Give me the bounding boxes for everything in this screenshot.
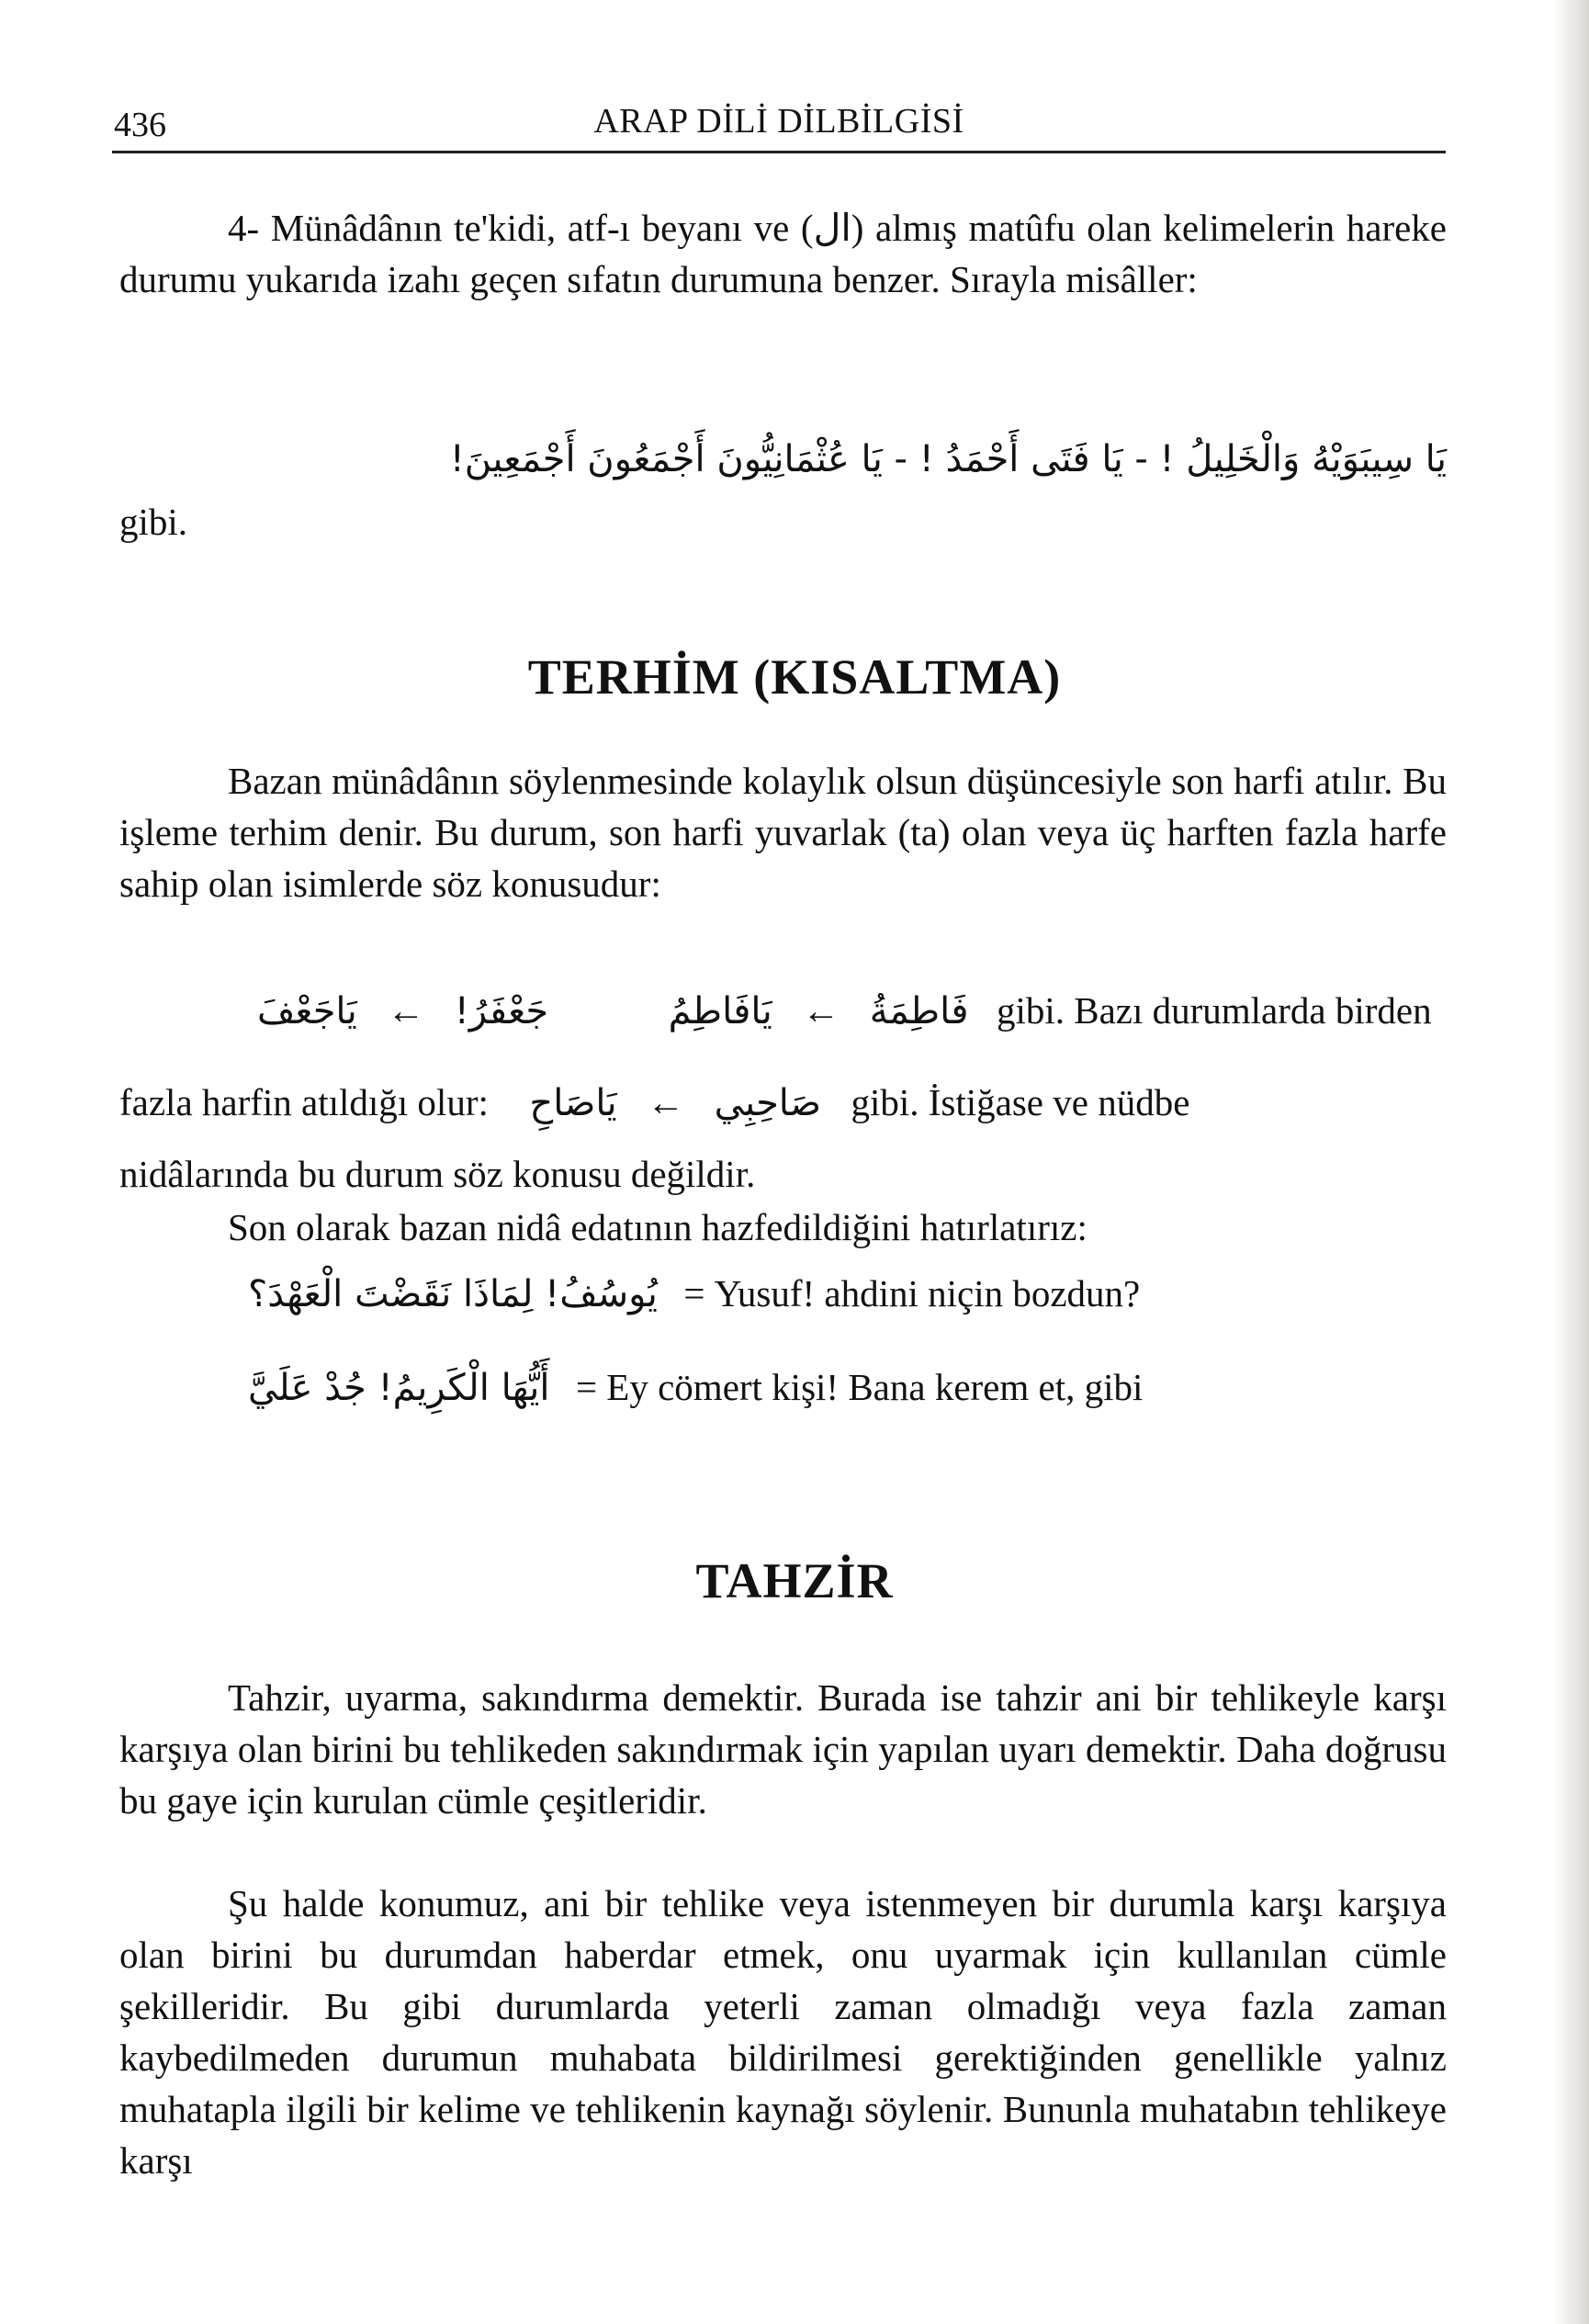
page-header bbox=[112, 99, 1446, 153]
running-title: ARAP DİLİ DİLBİLGİSİ bbox=[593, 102, 964, 141]
heading-tahzir: TAHZİR bbox=[695, 1553, 894, 1608]
translation-text: = Yusuf! ahdini niçin bozdun? bbox=[683, 1272, 1141, 1314]
arabic-word: يَاجَعْفَ bbox=[257, 990, 357, 1032]
arabic-word: جَعْفَرُ! bbox=[454, 990, 549, 1032]
terhim-text-line: nidâlarında bu durum söz konusu değildir. bbox=[119, 1153, 756, 1195]
terhim-text-line: Son olarak bazan nidâ edatının hazfedildiğini hatırlatırız: bbox=[228, 1206, 1088, 1248]
terhim-example-line-2 bbox=[119, 1075, 1447, 1130]
intro-paragraph: 4- Münâdânın te'kidi, atf-ı beyanı ve (ال) almış matûfu olan kelimelerin hareke durumu yukarıda izahı geçen sıfatın durumuna benzer. Sırayla misâller: bbox=[119, 207, 1448, 300]
translation-text: = Ey cömert kişi! Bana kerem et, gibi bbox=[575, 1366, 1144, 1408]
example-text: gibi. İstiğase ve nüdbe bbox=[851, 1081, 1190, 1123]
terhim-paragraph: Bazan münâdânın söylenmesinde kolaylık olsun düşüncesiyle son harfi atılır. Bu işleme terhim denir. Bu durum, son harfi yuvarlak (ta) olan veya üç harften fazla harfe sahip olan isimlerde söz konusudur: bbox=[119, 760, 1447, 905]
arabic-sentence: أَيُّهَا الْكَرِيمُ! جُدْ عَلَيَّ bbox=[248, 1367, 550, 1409]
terhim-example-line-4 bbox=[248, 1359, 1575, 1415]
example-text: fazla harfin atıldığı olur: bbox=[119, 1081, 489, 1123]
gibi-text: gibi. bbox=[119, 501, 188, 543]
arrow-left-icon: ← bbox=[647, 1081, 685, 1123]
page-number: 436 bbox=[114, 106, 166, 144]
tahzir-paragraph-2: Şu halde konumuz, ani bir tehlike veya istenmeyen bir durumla karşı karşıya olan birini bu durumdan haberdar etmek, onu uyarmak için kullanılan cümle şekilleridir. Bu gibi durumlarda yeterli zaman olmadığı veya fazla zaman kaybedilmeden durumun muhabata bildirilmesi gerektiğinden genellikle yalnız muhatapla ilgili bir kelime ve tehlikenin kaynağı söylenir. Bununla muhatabın tehlikeye karşı bbox=[119, 1882, 1447, 2182]
arabic-word: يَاصَاحِ bbox=[529, 1082, 617, 1124]
arrow-left-icon: ← bbox=[387, 989, 425, 1032]
heading-terhim: TERHİM (KISALTMA) bbox=[527, 649, 1062, 705]
tahzir-paragraph-1: Tahzir, uyarma, sakındırma demektir. Burada ise tahzir ani bir tehlikeyle karşı karşıya olan birini bu tehlikeden sakındırmak için yapılan uyarı demektir. Daha doğrusu bu gaye için kurulan cümle çeşitleridir. bbox=[119, 1676, 1447, 1822]
arabic-sentence: يُوسُفُ! لِمَاذَا نَقَضْتَ الْعَهْدَ؟ bbox=[248, 1273, 658, 1315]
arrow-left-icon: ← bbox=[802, 989, 840, 1032]
arabic-word: فَاطِمَةُ bbox=[869, 990, 969, 1032]
arabic-word: صَاحِبِي bbox=[714, 1082, 821, 1124]
terhim-example-line-3 bbox=[248, 1266, 1575, 1321]
arabic-examples: يَا سِيبَوَيْهُ وَالْخَلِيلُ ! - يَا فَتَى أَحْمَدُ ! - يَا عُثْمَانِيُّونَ أَجْمَعُونَ أَجْمَعِينَ! bbox=[449, 438, 1447, 480]
page-spine-shadow bbox=[1552, 0, 1589, 2324]
arabic-word: يَافَاطِمُ bbox=[668, 990, 772, 1032]
example-text: gibi. Bazı durumlarda birden bbox=[996, 989, 1432, 1032]
terhim-example-line-1 bbox=[257, 983, 1451, 1038]
